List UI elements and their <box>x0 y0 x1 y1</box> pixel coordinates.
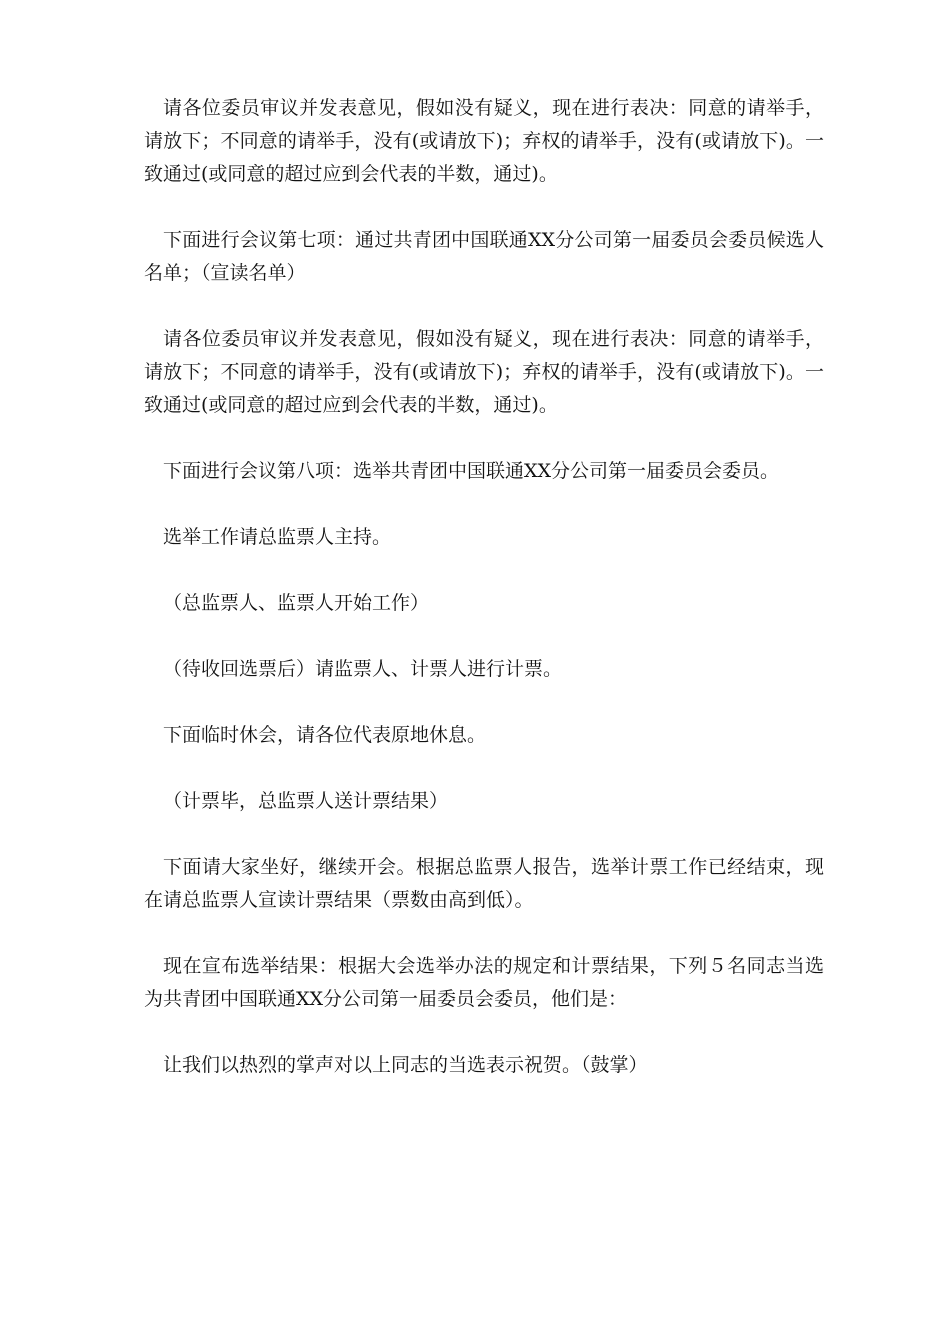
document-page <box>144 92 824 1082</box>
paragraph-resume-meeting: 下面请大家坐好，继续开会。根据总监票人报告，选举计票工作已经结束，现在请总监票人宣读计票结果（票数由高到低）。 <box>144 856 824 911</box>
paragraph-item-eight: 下面进行会议第八项：选举共青团中国联通XX分公司第一届委员会委员。 <box>163 460 780 482</box>
paragraph-scrutineers-start: （总监票人、监票人开始工作） <box>163 592 430 614</box>
paragraph-counting: （待收回选票后）请监票人、计票人进行计票。 <box>163 658 563 680</box>
paragraph-election-host: 选举工作请总监票人主持。 <box>163 526 392 548</box>
paragraph-announce-results: 现在宣布选举结果：根据大会选举办法的规定和计票结果，下列５名同志当选为共青团中国联通XX分公司第一届委员会委员，他们是： <box>144 955 824 1010</box>
paragraph-vote-2: 请各位委员审议并发表意见，假如没有疑义，现在进行表决：同意的请举手，请放下；不同意的请举手，没有(或请放下)；弃权的请举手，没有(或请放下)。一致通过(或同意的超过应到会代表的半数，通过)。 <box>144 328 824 416</box>
paragraph-vote-1: 请各位委员审议并发表意见，假如没有疑义，现在进行表决：同意的请举手，请放下；不同意的请举手，没有(或请放下)；弃权的请举手，没有(或请放下)。一致通过(或同意的超过应到会代表的半数，通过)。 <box>144 97 824 185</box>
paragraph-applause: 让我们以热烈的掌声对以上同志的当选表示祝贺。（鼓掌） <box>163 1054 648 1076</box>
paragraph-recess: 下面临时休会，请各位代表原地休息。 <box>163 724 487 746</box>
paragraph-results-delivered: （计票毕，总监票人送计票结果） <box>163 790 449 812</box>
paragraph-item-seven: 下面进行会议第七项：通过共青团中国联通XX分公司第一届委员会委员候选人名单；（宣读名单） <box>144 229 824 284</box>
